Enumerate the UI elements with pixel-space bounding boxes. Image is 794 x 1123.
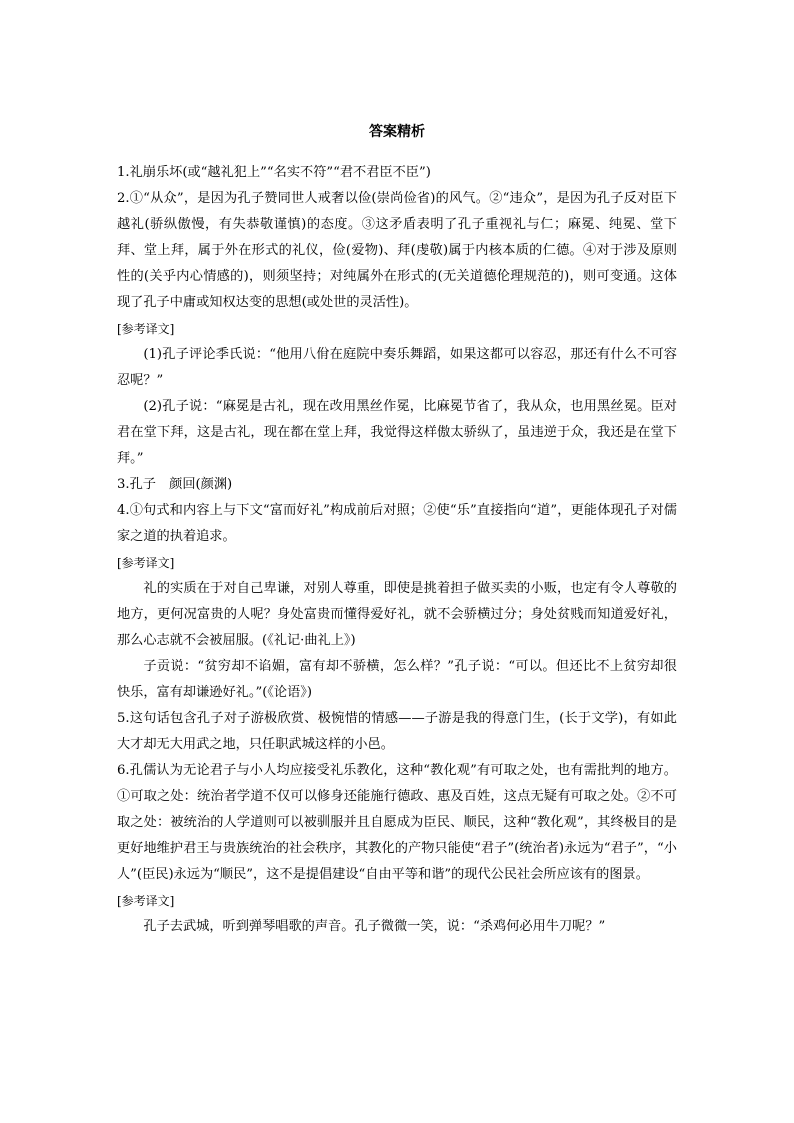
translation-paragraph: 礼的实质在于对自己卑谦，对别人尊重，即使是挑着担子做买卖的小贩，也定有令人尊敬的地方，更何况富贵的人呢？身处富贵而懂得爱好礼，就不会骄横过分；身处贫贱而知道爱好礼，那么心志就不会被屈服。(《礼记·曲礼上》) — [117, 581, 677, 648]
translation-paragraph: (1)孔子评论季氏说：“他用八佾在庭院中奏乐舞蹈，如果这都可以容忍，那还有什么不可容忍呢？” — [117, 347, 677, 388]
translation-paragraph: (2)孔子说：“麻冕是古礼，现在改用黑丝作冕，比麻冕节省了，我从众，也用黑丝冕。臣对君在堂下拜，这是古礼，现在都在堂上拜，我觉得这样傲太骄纵了，虽违逆于众，我还是在堂下拜。” — [117, 399, 677, 466]
answer-3: 3.孔子 颜回(颜渊) — [117, 477, 233, 492]
answer-6: 6.孔儒认为无论君子与小人均应接受礼乐教化，这种“教化观”有可取之处，也有需批判的地方。①可取之处：统治者学道不仅可以修身还能施行德政、惠及百姓，这点无疑有可取之处。②不可取之处：被统治的人学道则可以被驯服并且自愿成为臣民、顺民，这种“教化观”，其终极目的是更好地维护君王与贵族统治的社会秩序，其教化的产物只能使“君子”(统治者)永远为“君子”，“小人”(臣民)永远为“顺民”，这不是提倡建设“自由平等和谐”的现代公民社会所应该有的图景。 — [117, 763, 677, 882]
answer-4: 4.①句式和内容上与下文“富而好礼”构成前后对照；②使“乐”直接指向“道”，更能体现孔子对儒家之道的执着追求。 — [117, 503, 677, 544]
translation-paragraph: 孔子去武城，听到弹琴唱歌的声音。孔子微微一笑，说：“杀鸡何必用牛刀呢？” — [143, 919, 606, 934]
answer-5: 5.这句话包含孔子对子游极欣赏、极惋惜的情感——子游是我的得意门生，(长于文学)，有如此大才却无大用武之地，只任职武城这样的小邑。 — [117, 711, 677, 752]
translation-paragraph: 子贡说：“贫穷却不谄媚，富有却不骄横，怎么样？”孔子说：“可以。但还比不上贫穷却很快乐，富有却谦逊好礼。”(《论语》) — [117, 659, 677, 700]
answer-1: 1.礼崩乐坏(或“越礼犯上”“名实不符”“君不君臣不臣”) — [117, 165, 431, 180]
answer-2: 2.①“从众”，是因为孔子赞同世人戒奢以俭(崇尚俭省)的风气。②“违众”，是因为孔子反对臣下越礼(骄纵傲慢，有失恭敬谨慎)的态度。③这矛盾表明了孔子重视礼与仁；麻冕、纯冕、堂下拜、堂上拜，属于外在形式的礼仪，俭(爱物)、拜(虔敬)属于内核本质的仁德。④对于涉及原则性的(关乎内心情感的)，则须坚持；对纯属外在形式的(无关道德伦理规范的)，则可变通。这体现了孔子中庸或知权达变的思想(或处世的灵活性)。 — [117, 191, 677, 310]
answer-body — [117, 160, 677, 940]
reference-translation-heading: [参考译文] — [117, 556, 175, 570]
reference-translation-heading: [参考译文] — [117, 322, 175, 336]
reference-translation-heading: [参考译文] — [117, 894, 175, 908]
page-title: 答案精析 — [369, 124, 425, 140]
